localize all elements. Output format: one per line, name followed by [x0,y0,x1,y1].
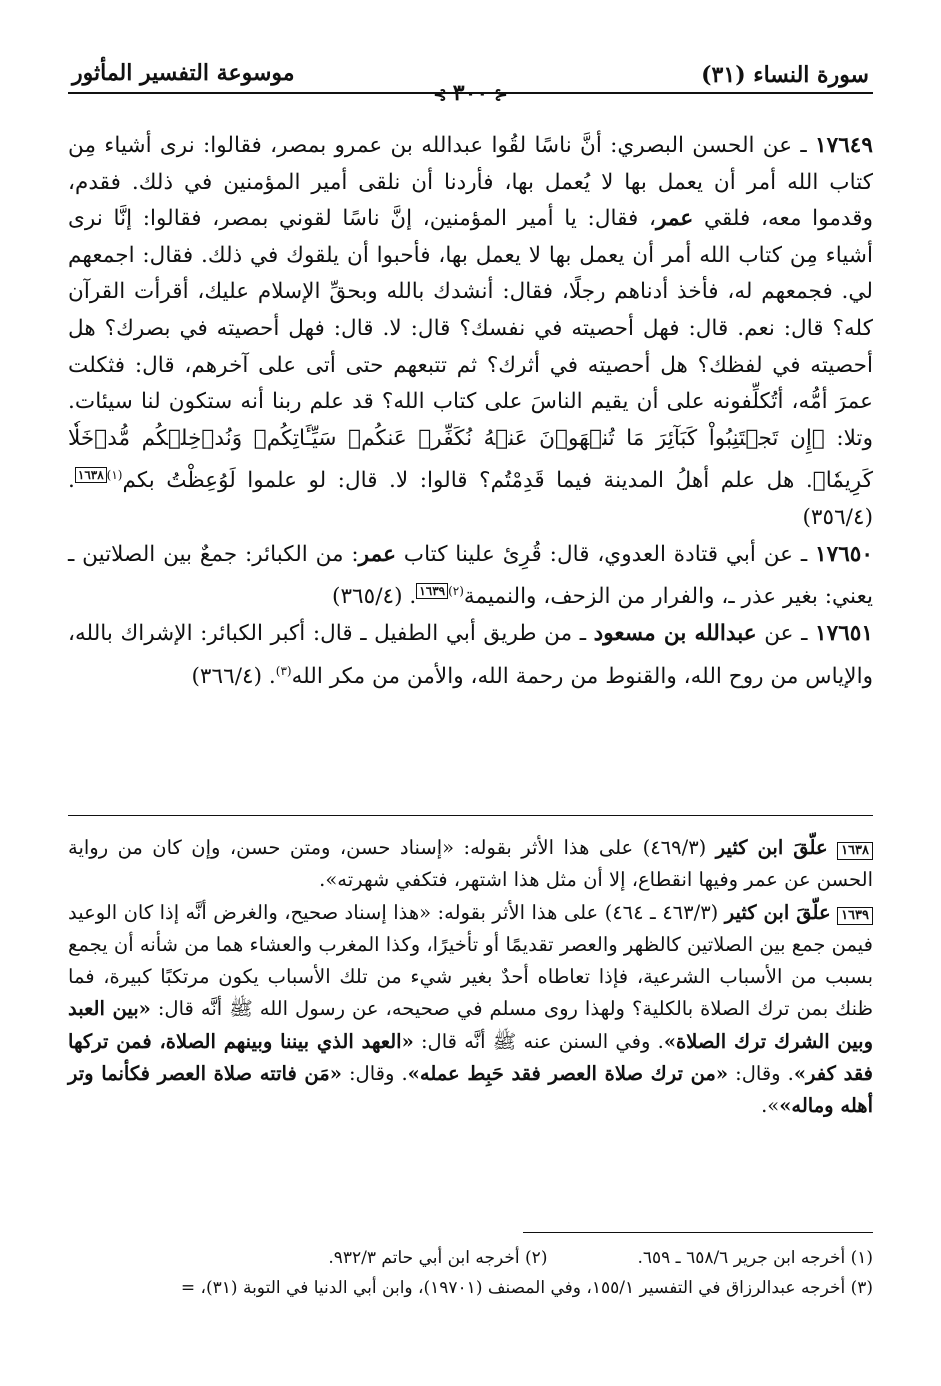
entry-bold-name: عمر [655,206,694,232]
note-author: علّقَ ابن كثير [715,836,828,859]
source-row [68,1243,873,1273]
page-number: ٣٠٠ [452,80,489,106]
main-text [68,128,873,695]
ornament-right-icon: ⊱ [494,85,508,104]
note-text: (٤٦٣/٣ ـ ٤٦٤) على هذا الأثر بقوله: «هذا إسناد صحيح، والغرض أنَّه إذا كان الوعيد فيمن جمع بين الصلاتين كالظهر والعصر تقديمًا أو تأخيرًا، وكذا المغرب والعشاء هما من شأنه أن يجمع بسبب من الأسباب الشرعية، فإذا تعاطاه أحدٌ بغير شيء من تلك الأسباب يكون مرتكبًا كبيرة، فما ظنك بمن ترك الصلاة بالكلية؟ ولهذا روى مسلم في صحيحه، عن رسول الله ﷺ أنَّه قال: [68,900,873,1021]
volume-ref: (٣٦٦/٤) [191,663,263,689]
source-footnote: (٣) أخرجه عبدالرزاق في التفسير ١٥٥/١، وفي المصنف (١٩٧٠١)، وابن أبي الدنيا في التوبة (٣١)، = [180,1278,873,1298]
source-footnotes [68,1243,873,1303]
notes-divider [68,815,873,816]
note-text: . وقال: [341,1062,408,1086]
entry-17651: ١٧٦٥١ ـ عن عبدالله بن مسعود ـ من طريق أبي الطفيل ـ قال: أكبر الكبائر: الإشراك بالله، والإياس من روح الله، والقنوط من رحمة الله، والأمن من مكر الله$^{(٣)}$. (٣٦٦/٤) [68,621,874,689]
entry-text: ـ عن الحسن البصري: أنَّ ناسًا لقُوا عبدالله بن عمرو بمصر، فقالوا: نرى أشياء مِن كتاب الله أمر أن يعمل بها لا يُعمل بها، فأردنا أن نلقى أمير المؤمنين في ذلك. فقدم، وقدموا معه، فلقي [68,133,873,232]
source-footnote: (١) أخرجه ابن جرير ٦٥٨/٦ ـ ٦٥٩. [637,1248,873,1268]
sources-divider [523,1232,873,1233]
commentary-notes [68,832,873,1123]
entry-text: : من الكبائر: جمعٌ بين الصلاتين ـ يعني: بغير عذر ـ، والفرار من الزحف، والنميمة [68,541,873,610]
comment-box[interactable]: ١٦٣٨ [75,467,107,483]
footnote-marker[interactable]: (٣) [275,663,292,678]
note-1639 [68,897,873,1123]
hadith-quote: «العهد الذي بيننا وبينهم الصلاة، فمن تركها فقد كفر» [68,1029,873,1086]
comment-box[interactable]: ١٦٣٩ [416,583,448,599]
hadith-quote: «بين العبد وبين الشرك ترك الصلاة» [68,997,873,1053]
ornament-left-icon: ⊰ [433,85,447,104]
surah-title: سورة النساء (٣١) [701,62,869,88]
note-box: ١٦٣٨ [837,842,873,860]
entry-text: ـ عن [756,621,816,647]
footnote-marker[interactable]: (١) [106,468,123,483]
note-author: علّقَ ابن كثير [724,900,831,924]
entry-number: ١٧٦٥١ [815,621,874,647]
entry-17650: ١٧٦٥٠ ـ عن أبي قتادة العدوي، قال: قُرِئ علينا كتاب عمر: من الكبائر: جمعٌ بين الصلاتين ـ يعني: بغير عذر ـ، والفرار من الزحف، والنميمة$^{(٢)١٦٣٩}$. (٣٦٥/٤) [68,541,873,610]
note-text: ». [761,1094,780,1118]
entry-number: ١٧٦٥٠ [815,541,873,567]
note-1638 [68,832,873,897]
entry-17649: ١٧٦٤٩ ـ عن الحسن البصري: أنَّ ناسًا لقُوا عبدالله بن عمرو بمصر، فقالوا: نرى أشياء مِن كتاب الله أمر أن يعمل بها لا يُعمل بها، فأردنا أن نلقى أمير المؤمنين في ذلك. فقدم، وقدموا معه، فلقي عمر، فقال: يا أمير المؤمنين، إنَّ ناسًا لقوني بمصر، فقالوا: إنَّا نرى أشياء مِن كتاب الله أمر أن يعمل بها لا يعمل بها، فأحبوا أن يلقوك في ذلك. فقال: اجمعهم لي. فجمعهم له، فأخذ أدناهم رجلًا، فقال: أنشدك بالله وبحقِّ الإسلام عليك، أقرأت القرآن كله؟ قال: نعم. قال: فهل أحصيته في نفسك؟ قال: لا. قال: فهل أحصيته في بصرك؟ هل أحصيته في لفظك؟ هل أحصيته في أثرك؟ ثم تتبعهم حتى أتى على آخرهم، قال: فثكلت عمرَ أمُّه، أتُكلِّفونه على أن يقيم الناسَ على كتاب الله؟ قد علم ربنا أنه ستكون لنا سيئات. وتلا: ﴿إِن تَجۡتَنِبُواْ كَبَآئِرَ مَا تُنۡهَوۡنَ عَنۡهُ نُكَفِّرۡ عَنكُمۡ سَيِّـَٔاتِكُمۡ وَنُدۡخِلۡكُم مُّدۡخَلٗا كَرِيمٗا﴾. هل علم أهلُ المدينة فيما قَدِمْتُم؟ قالوا: لا. قال: لو علموا لَوُعِظْتُ بكم$^{(١)١٦٣٨}$. (٣٥٦/٤) [68,133,873,531]
quran-verse: ﴿إِن تَجۡتَنِبُواْ كَبَآئِرَ مَا تُنۡهَوۡنَ عَنۡهُ نُكَفِّرۡ عَنكُمۡ سَيِّـَٔاتِكُمۡ وَنُدۡخِلۡكُم مُّدۡخَلٗا كَرِيمٗا﴾ [68,425,873,494]
note-text: . وفي السنن عنه ﷺ أنَّه قال: [413,1029,664,1053]
page-number-row [0,80,941,106]
entry-text: . هل علم أهلُ المدينة فيما قَدِمْتُم؟ قالوا: لا. قال: لو علموا لَوُعِظْتُ بكم [122,468,813,494]
entry-bold-name: عمر [358,541,396,567]
hadith-quote: «من ترك صلاة العصر فقد حَبِط عمله» [407,1062,729,1086]
hadith-quote: «مَن فاتته صلاة العصر فكأنما وتر أهله وماله» [68,1062,873,1118]
source-footnote: (٢) أخرجه ابن أبي حاتم ٩٣٢/٣. [328,1248,548,1268]
note-text: (٤٦٩/٣) على هذا الأثر بقوله: «إسناد حسن، ومتن حسن، وإن كان من رواية الحسن عن عمر وفيها انقطاع، إلا أن مثل هذا اشتهر، فتكفي شهرته». [68,836,873,892]
note-text: . وقال: [728,1062,794,1086]
note-box: ١٦٣٩ [837,907,873,925]
volume-ref: (٣٦٥/٤) [332,584,403,610]
entry-number: ١٧٦٤٩ [815,133,873,158]
entry-text: ، فقال: يا أمير المؤمنين، إنَّ ناسًا لقوني بمصر، فقالوا: إنَّا نرى أشياء مِن كتاب الله أمر أن يعمل بها لا يعمل بها، فأحبوا أن يلقوك في ذلك. فقال: اجمعهم لي. فجمعهم له، فأخذ أدناهم رجلًا، فقال: أنشدك بالله وبحقِّ الإسلام عليك، أقرأت القرآن كله؟ قال: نعم. قال: فهل أحصيته في نفسك؟ قال: لا. قال: فهل أحصيته في بصرك؟ هل أحصيته في لفظك؟ هل أحصيته في أثرك؟ ثم تتبعهم حتى أتى على آخرهم، قال: فثكلت عمرَ أمُّه، أتُكلِّفونه على أن يقيم الناسَ على كتاب الله؟ قد علم ربنا أنه ستكون لنا سيئات. وتلا: [68,206,873,451]
entry-text: ـ عن أبي قتادة العدوي، قال: قُرِئ علينا كتاب [395,541,815,567]
book-title: موسوعة التفسير المأثور [72,60,295,86]
entry-bold-name: عبدالله بن مسعود [593,621,757,647]
entry-text: ـ من طريق أبي الطفيل ـ قال: أكبر الكبائر: الإشراك بالله، والإياس من روح الله، والقنوط من رحمة الله، والأمن من مكر الله [68,621,873,689]
footnote-marker[interactable]: (٢) [448,584,464,599]
volume-ref: (٣٥٦/٤) [802,505,873,531]
